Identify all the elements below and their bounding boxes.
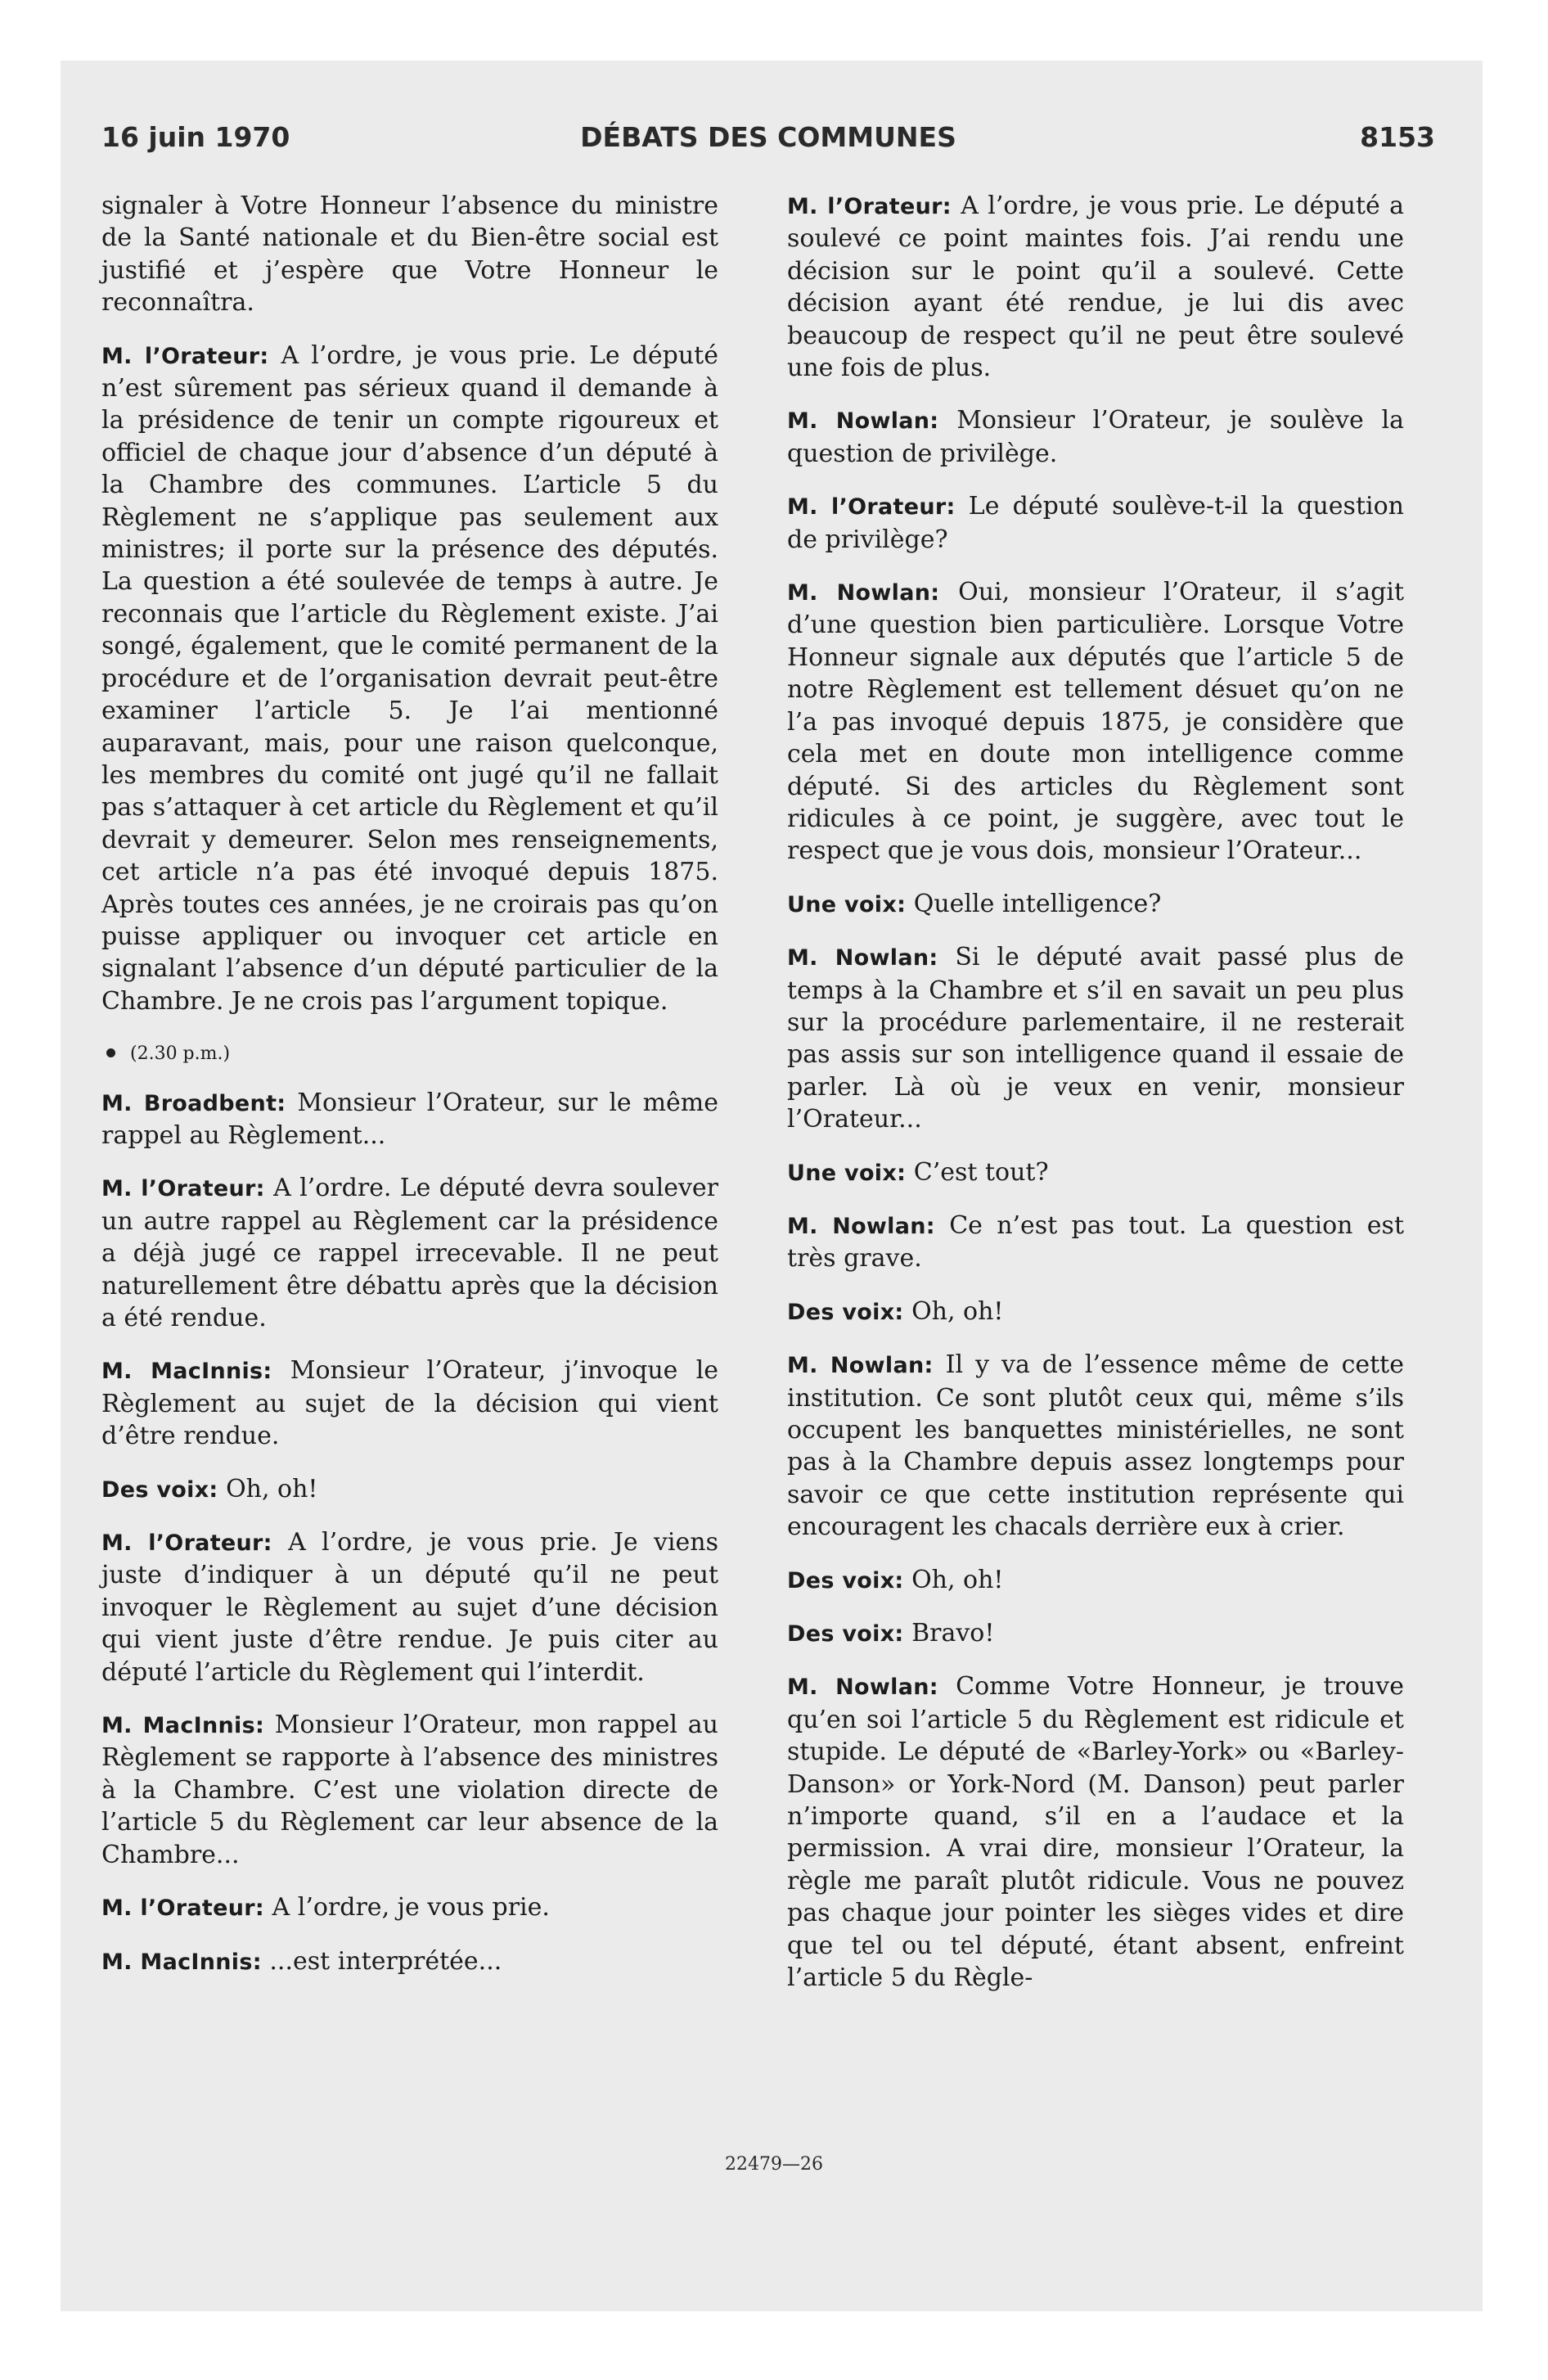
- paragraph: [101, 1891, 718, 1924]
- paragraph: [787, 941, 1404, 1135]
- paragraph: [101, 1945, 718, 1978]
- speaker-name: M. l’Orateur:: [787, 494, 956, 521]
- speech-text: Comme Votre Honneur, je trouve qu’en soi l’article 5 du Règlement est ridicule et stupide. Le député de «Barley-York» ou «Barley-Danson» or York-Nord (M. Danson) peut parler n’importe quand, s’il en a l’audace et la permission. A vrai dire, monsieur l’Orateur, la règle me paraît plutôt ridicule. Vous ne pouvez pas chaque jour pointer les sièges vides et dire que tel ou tel député, étant absent, enfreint l’article 5 du Règle-: [787, 1672, 1404, 1993]
- speech-text: signaler à Votre Honneur l’absence du ministre de la Santé nationale et du Bien-être social est justifié et j’espère que Votre Honneur le reconnaîtra.: [101, 192, 718, 318]
- speech-text: Monsieur l’Orateur, j’invoque le Règlement au sujet de la décision qui vient d’être rendue.: [101, 1356, 718, 1451]
- bullet-icon: [106, 1048, 115, 1057]
- header-date: 16 juin 1970: [101, 121, 290, 153]
- speaker-name: M. Nowlan:: [787, 1675, 938, 1701]
- speech-text: A l’ordre, je vous prie. Le député n’est sûrement pas sérieux quand il demande à la présidence de tenir un compte rigoureux et officiel de chaque jour d’absence d’un député à la Chambre des communes. L’article 5 du Règlement ne s’applique pas seulement aux ministres; il porte sur la présence des députés. La question a été soulevée de temps à autre. Je reconnais que l’article du Règlement existe. J’ai songé, également, que le comité permanent de la procédure et de l’organisation devrait peut-être examiner l’article 5. Je l’ai mentionné auparavant, mais, pour une raison quelconque, les membres du comité ont jugé qu’il ne fallait pas s’attaquer à cet article du Règlement et qu’il devrait y demeurer. Selon mes renseignements, cet article n’a pas été invoqué depuis 1875. Après toutes ces années, je ne croirais pas qu’on puisse appliquer ou invoquer cet article en signalant l’absence d’un député particulier de la Chambre. Je ne crois pas l’argument topique.: [101, 340, 718, 1016]
- time-marker: [101, 1038, 718, 1070]
- page-header: [101, 121, 1435, 162]
- speaker-name: M. l’Orateur:: [101, 343, 269, 369]
- speaker-name: M. MacInnis:: [101, 1713, 265, 1739]
- speaker-name: M. l’Orateur:: [101, 1176, 265, 1202]
- speaker-name: M. MacInnis:: [101, 1949, 262, 1975]
- header-page-number: 8153: [1360, 121, 1435, 153]
- paragraph: [787, 490, 1404, 556]
- speech-text: Monsieur l’Orateur, mon rappel au Règlement se rapporte à l’absence des ministres à la Chambre. C’est une violation directe de l’article 5 du Règlement car leur absence de la Chambre...: [101, 1711, 718, 1869]
- speech-text: Ce n’est pas tout. La question est très grave.: [787, 1210, 1404, 1273]
- speaker-name: Des voix:: [101, 1476, 218, 1503]
- speaker-name: M. Nowlan:: [787, 1353, 934, 1379]
- speaker-name: M. Broadbent:: [101, 1090, 286, 1116]
- speaker-name: M. Nowlan:: [787, 580, 940, 606]
- speech-text: Quelle intelligence?: [913, 889, 1162, 918]
- speech-text: Le député soulève-t-il la question de privilège?: [787, 492, 1404, 554]
- speech-text: C’est tout?: [913, 1157, 1049, 1187]
- paragraph: [787, 1564, 1404, 1597]
- paragraph: [787, 576, 1404, 868]
- speech-text: Si le député avait passé plus de temps à la Chambre et s’il en savait un peu plus sur la procédure parlementaire, il ne resterait pas assis sur son intelligence quand il essaie de parler. Là où je veux en venir, monsieur l’Orateur...: [787, 943, 1405, 1134]
- speech-text: Bravo!: [911, 1619, 995, 1648]
- speech-text: Oh, oh!: [226, 1474, 318, 1503]
- paragraph: [787, 1296, 1404, 1328]
- speaker-name: M. Nowlan:: [787, 408, 939, 435]
- paragraph: [787, 190, 1404, 384]
- speaker-name: M. l’Orateur:: [101, 1895, 264, 1922]
- speaker-name: M. MacInnis:: [101, 1359, 272, 1385]
- speech-text: A l’ordre, je vous prie.: [272, 1893, 550, 1922]
- speaker-name: M. Nowlan:: [787, 1213, 935, 1239]
- speech-text: Monsieur l’Orateur, sur le même rappel au Règlement...: [101, 1088, 718, 1150]
- paragraph: [101, 1172, 718, 1334]
- speech-text: ...est interprétée...: [269, 1946, 502, 1976]
- speaker-name: Une voix:: [787, 891, 907, 917]
- speaker-name: M. l’Orateur:: [101, 1530, 272, 1557]
- paragraph: [101, 1709, 718, 1871]
- right-column: [787, 190, 1404, 2015]
- speech-text: A l’ordre. Le député devra soulever un autre rappel au Règlement car la présidence a déjà jugé ce rappel irrecevable. Il ne peut naturellement être débattu après que la décision a été rendue.: [101, 1174, 718, 1332]
- speech-text: Oh, oh!: [911, 1565, 1004, 1594]
- paragraph: [101, 1355, 718, 1452]
- paragraph: [101, 340, 718, 1018]
- speech-text: Oui, monsieur l’Orateur, il s’agit d’une question bien particulière. Lorsque Votre Honneur signale aux députés que l’article 5 de notre Règlement est tellement désuet qu’on ne l’a pas invoqué depuis 1875, je considère que cela met en doute mon intelligence comme député. Si des articles du Règlement sont ridicules à ce point, je suggère, avec tout le respect que je vous dois, monsieur l’Orateur...: [787, 578, 1405, 866]
- speaker-name: M. Nowlan:: [787, 945, 938, 971]
- paragraph: [787, 404, 1404, 470]
- paragraph: [787, 1156, 1404, 1189]
- speech-text: A l’ordre, je vous prie. Le député a soulevé ce point maintes fois. J’ai rendu une décision sur le point qu’il a soulevé. Cette décision ayant été rendue, je lui dis avec beaucoup de respect qu’il ne peut être soulevé une fois de plus.: [787, 192, 1404, 383]
- speech-text: Monsieur l’Orateur, je soulève la question de privilège.: [787, 406, 1404, 468]
- left-column: [101, 190, 718, 1999]
- page-footer-signature: 22479—26: [725, 2154, 823, 2175]
- speech-text: Oh, oh!: [911, 1296, 1004, 1326]
- speech-text: Il y va de l’essence même de cette institution. Ce sont plutôt ceux qui, même s’ils occupent les banquettes ministérielles, ne sont pas à la Chambre depuis assez longtemps pour savoir ce que cette institution représente qui encouragent les chacals derrière eux à crier.: [787, 1350, 1404, 1542]
- paragraph: [787, 1617, 1404, 1650]
- header-title: DÉBATS DES COMMUNES: [580, 121, 956, 153]
- paragraph: [101, 1526, 718, 1688]
- time-marker-text: (2.30 p.m.): [130, 1044, 231, 1065]
- paragraph: [787, 1210, 1404, 1275]
- paragraph: [101, 1087, 718, 1152]
- paragraph: [787, 888, 1404, 921]
- speaker-name: Une voix:: [787, 1160, 907, 1186]
- speaker-name: Des voix:: [787, 1621, 904, 1648]
- paragraph: [101, 1473, 718, 1506]
- paragraph: [787, 1349, 1404, 1543]
- paragraph: [101, 190, 718, 319]
- paragraph: [787, 1670, 1404, 1994]
- speaker-name: Des voix:: [787, 1299, 904, 1325]
- speaker-name: Des voix:: [787, 1567, 904, 1593]
- speech-text: A l’ordre, je vous prie. Je viens juste d’indiquer à un député qu’il ne peut invoquer le Règlement au sujet d’une décision qui vient juste d’être rendue. Je puis citer au député l’article du Règlement qui l’interdit.: [101, 1528, 718, 1687]
- speaker-name: M. l’Orateur:: [787, 194, 952, 219]
